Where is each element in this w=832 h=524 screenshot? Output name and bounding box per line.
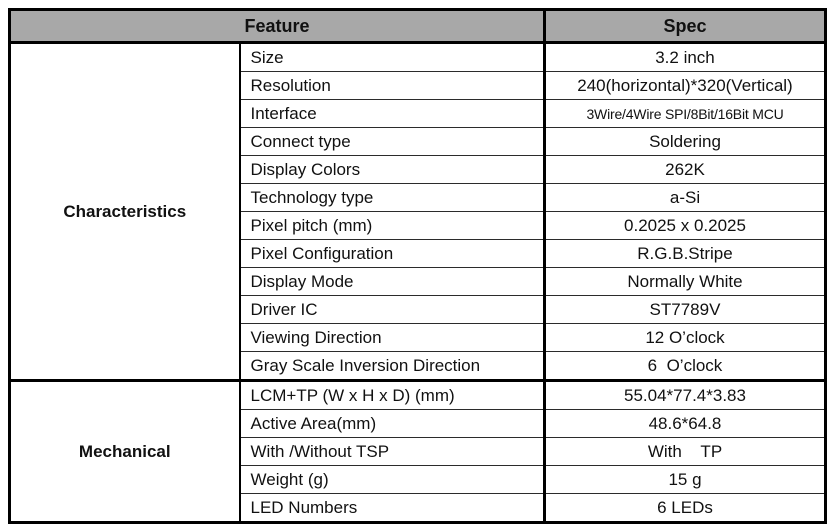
spec-cell: 262K: [545, 156, 826, 184]
table-header-row: [10, 10, 826, 43]
spec-cell: Soldering: [545, 128, 826, 156]
spec-cell: 6 LEDs: [545, 494, 826, 523]
feature-cell: Pixel pitch (mm): [240, 212, 545, 240]
spec-cell: ST7789V: [545, 296, 826, 324]
spec-cell: a-Si: [545, 184, 826, 212]
feature-cell: Weight (g): [240, 466, 545, 494]
spec-table: [8, 8, 827, 524]
spec-cell: 3.2 inch: [655, 47, 715, 67]
feature-cell: Display Mode: [240, 268, 545, 296]
spec-cell: 15 g: [545, 466, 826, 494]
spec-cell: 55.04*77.4*3.83: [545, 381, 826, 410]
spec-cell: R.G.B.Stripe: [545, 240, 826, 268]
feature-cell: Pixel Configuration: [240, 240, 545, 268]
table-row: [10, 381, 826, 410]
section-label-characteristics: Characteristics: [10, 43, 240, 381]
spec-cell: 3Wire/4Wire SPI/8Bit/16Bit MCU: [545, 100, 826, 128]
feature-cell: With /Without TSP: [240, 438, 545, 466]
column-header-spec: Spec: [545, 10, 826, 43]
feature-cell: LED Numbers: [240, 494, 545, 523]
feature-cell: Interface: [240, 100, 545, 128]
spec-cell: Normally White: [545, 268, 826, 296]
feature-cell: Driver IC: [240, 296, 545, 324]
spec-cell: 12 O’clock: [545, 324, 826, 352]
spec-cell: 240(horizontal)*320(Vertical): [545, 72, 826, 100]
feature-cell: Active Area(mm): [240, 410, 545, 438]
feature-cell: Gray Scale Inversion Direction: [240, 352, 545, 381]
feature-cell: Resolution: [240, 72, 545, 100]
column-header-feature: Feature: [10, 10, 545, 43]
feature-cell: Technology type: [240, 184, 545, 212]
feature-cell: LCM+TP (W x H x D) (mm): [240, 381, 545, 410]
spec-cell: With TP: [545, 438, 826, 466]
feature-cell: Size: [240, 43, 545, 72]
table-row: [10, 43, 826, 72]
feature-cell: Display Colors: [240, 156, 545, 184]
feature-cell: Viewing Direction: [240, 324, 545, 352]
spec-cell: 6 O’clock: [545, 352, 826, 381]
section-label-mechanical: Mechanical: [10, 381, 240, 523]
spec-cell: 0.2025 x 0.2025: [545, 212, 826, 240]
feature-cell: Connect type: [240, 128, 545, 156]
spec-cell: 48.6*64.8: [545, 410, 826, 438]
